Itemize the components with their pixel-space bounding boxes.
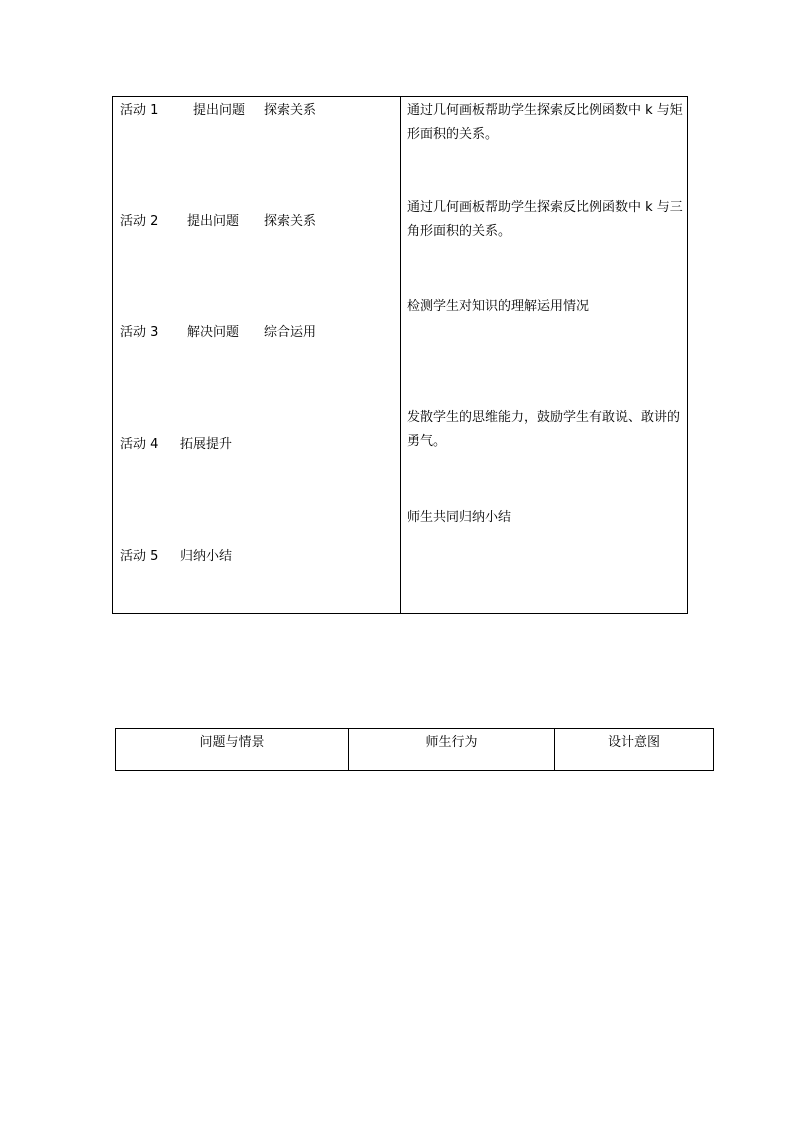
purpose-text-4: 发散学生的思维能力，鼓励学生有敢说、敢讲的勇气。 [407, 410, 681, 449]
column-divider [400, 97, 401, 613]
activity-table [112, 96, 688, 614]
activity-phase-detail: 综合运用 [264, 325, 317, 340]
activity-phase: 解决问题 [187, 325, 240, 340]
activity-phase-detail: 探索关系 [264, 103, 317, 118]
header-problem-scenario: 问题与情景 [116, 729, 349, 770]
activity-number: 活动 3 [120, 325, 159, 340]
header-design-intent: 设计意图 [607, 735, 660, 750]
purpose-text-2: 通过几何画板帮助学生探索反比例函数中 k 与三角形面积的关系。 [407, 200, 683, 239]
activity-number: 活动 1 [120, 103, 159, 118]
activity-phase: 提出问题 [193, 103, 246, 118]
activity-phase-detail: 探索关系 [264, 214, 317, 229]
header-teacher-student-behavior: 师生行为 [349, 729, 555, 770]
activity-phase: 提出问题 [187, 214, 240, 229]
purpose-text-5: 师生共同归纳小结 [407, 510, 512, 525]
lesson-design-table [115, 728, 714, 771]
activity-phase: 归纳小结 [180, 549, 233, 564]
purpose-text-3: 检测学生对知识的理解运用情况 [407, 299, 590, 314]
activity-number: 活动 2 [120, 214, 159, 229]
activity-number: 活动 5 [120, 549, 159, 564]
purpose-text-1: 通过几何画板帮助学生探索反比例函数中 k 与矩形面积的关系。 [407, 103, 683, 142]
activity-phase: 拓展提升 [180, 437, 233, 452]
activity-number: 活动 4 [120, 437, 159, 452]
